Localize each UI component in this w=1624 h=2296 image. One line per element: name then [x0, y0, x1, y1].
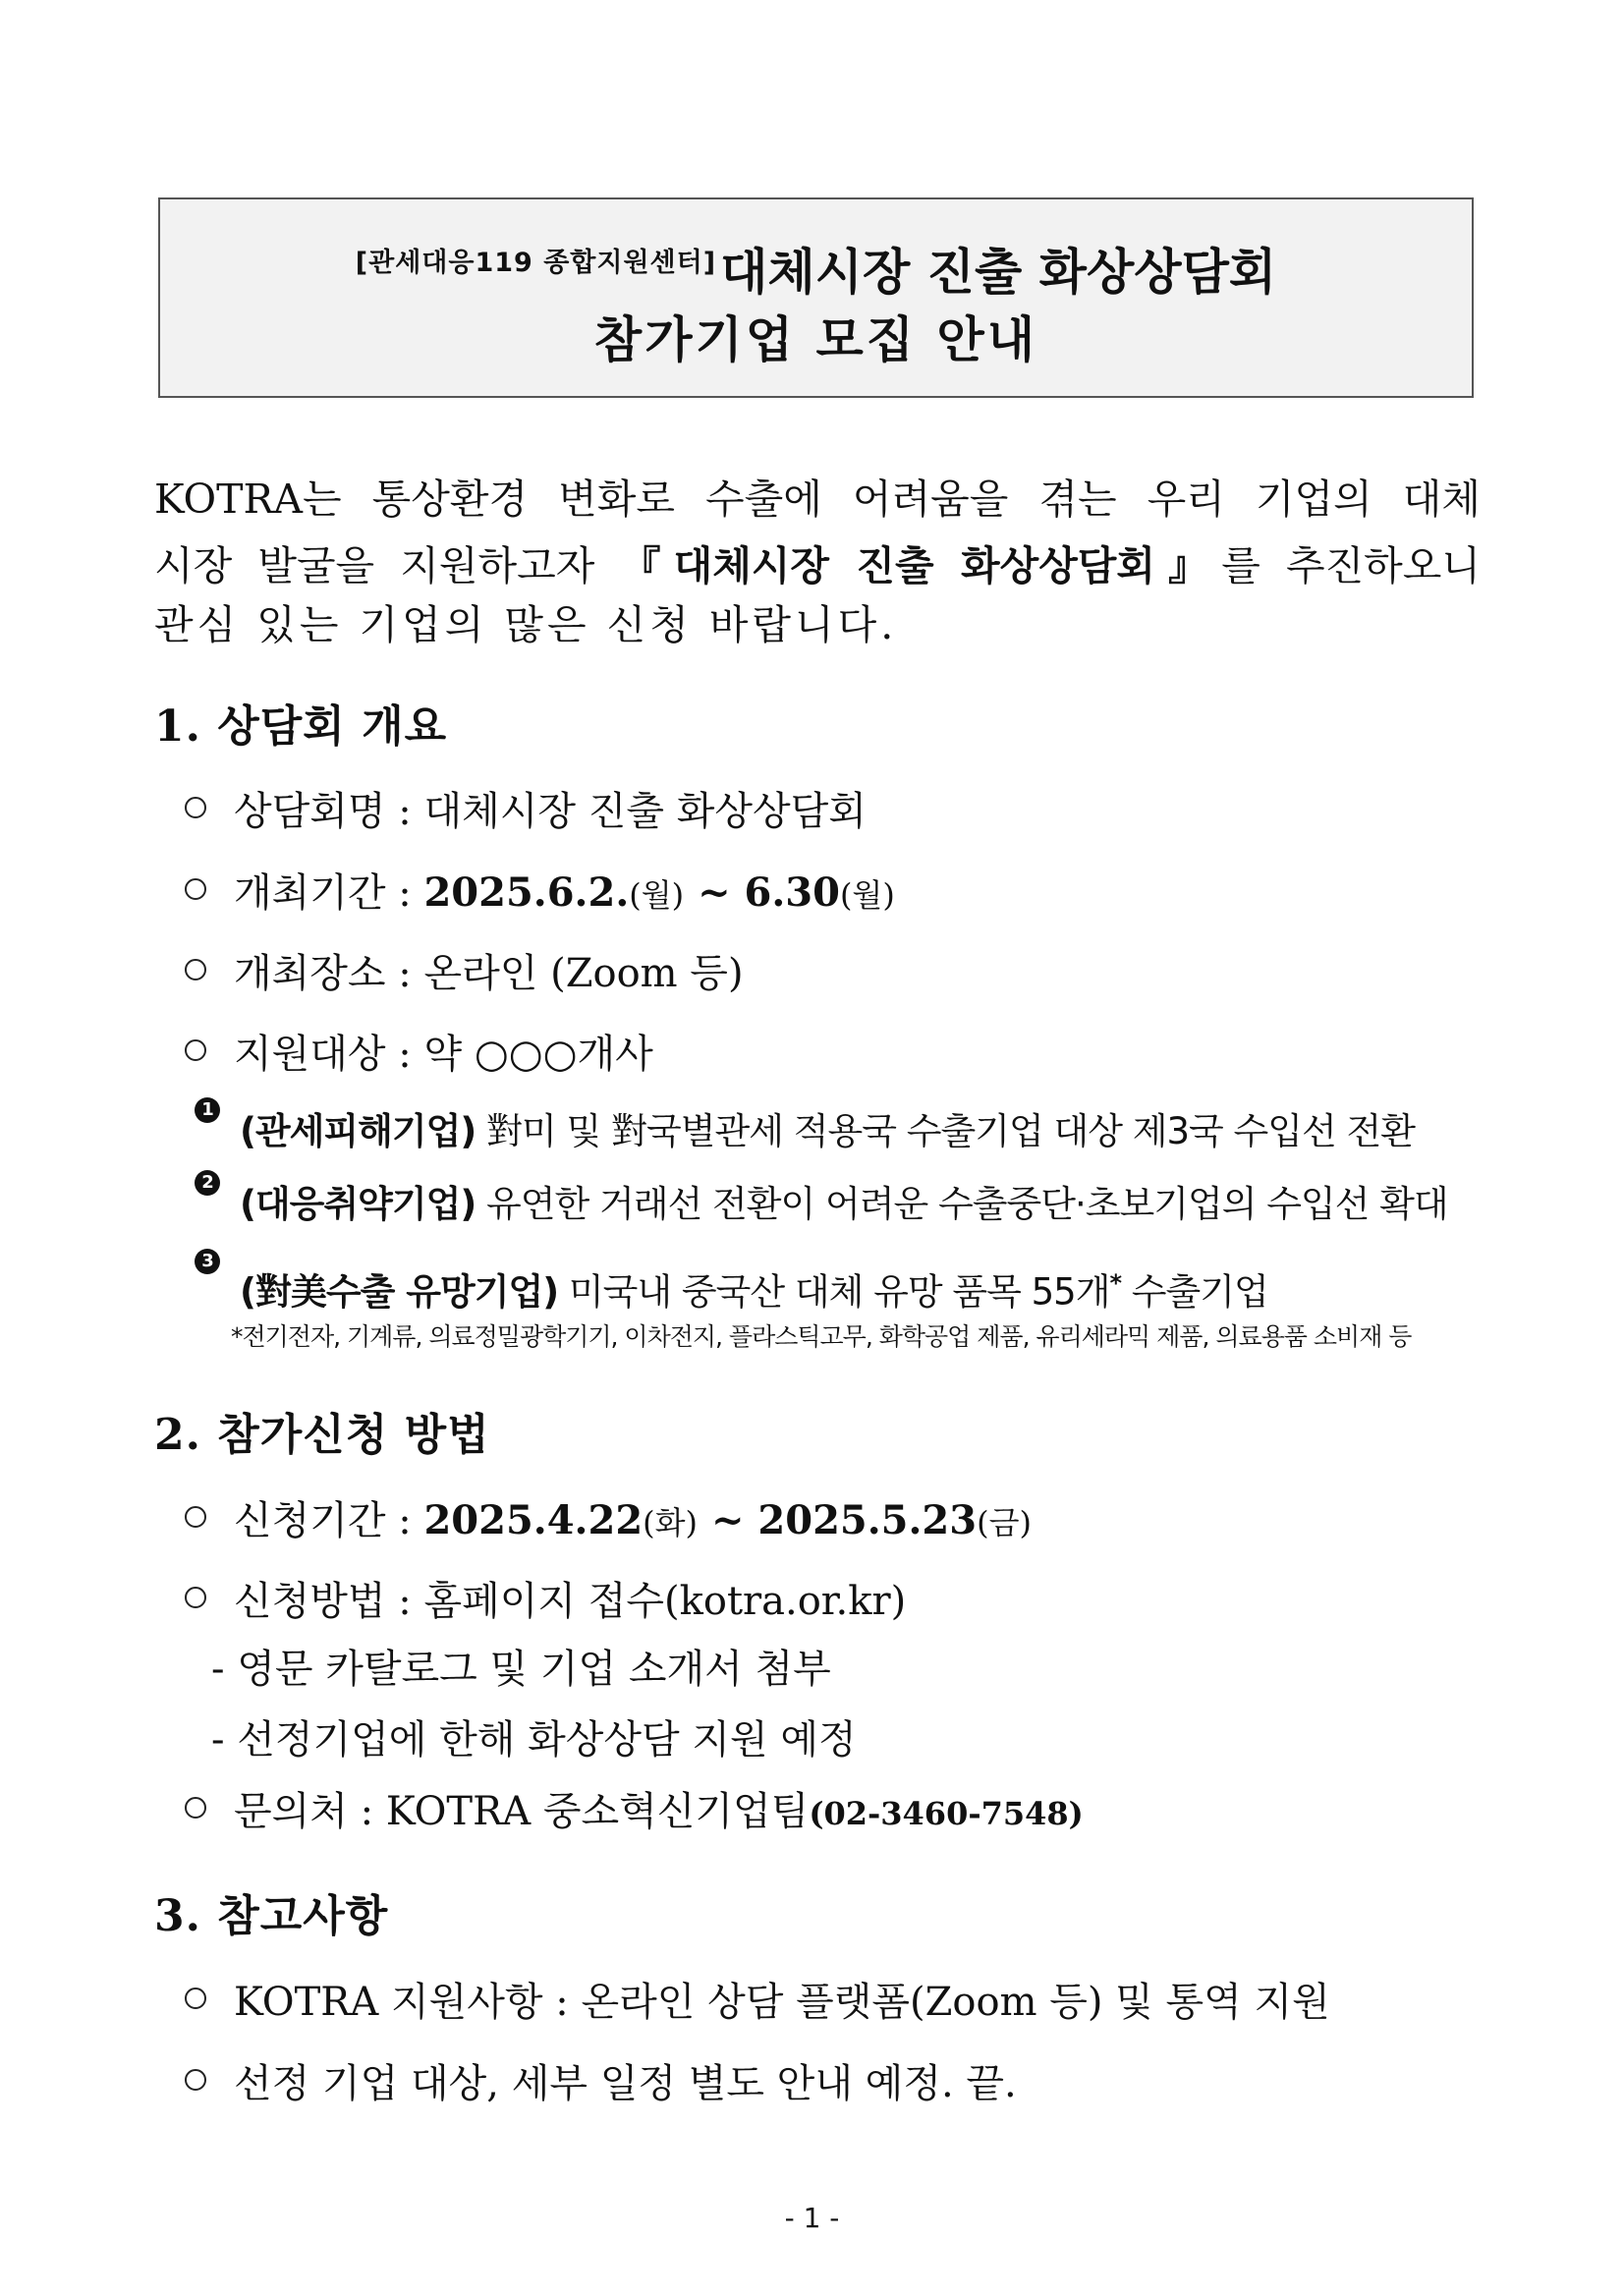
circle-bullet-icon [185, 1797, 206, 1819]
contact-phone: (02-3460-7548) [809, 1795, 1084, 1832]
period-start-day: (월) [629, 876, 685, 914]
circle-bullet-icon [185, 1506, 206, 1528]
circle-bullet-icon [185, 959, 206, 980]
apply-note-1: - 영문 카탈로그 및 기업 소개서 첨부 [211, 1647, 831, 1692]
number-2-icon: 2 [195, 1170, 220, 1196]
apply-period [185, 1495, 1032, 1548]
item-label: 문의처 : [234, 1789, 386, 1834]
item-label: 개최장소 : [234, 951, 424, 996]
circle-bullet-icon [185, 1988, 206, 2009]
target-type-1-desc: 對미 및 對국별관세 적용국 수출기업 대상 제3국 수입선 전환 [476, 1110, 1415, 1152]
apply-separator: ~ [698, 1497, 758, 1543]
intro-event-name: 『대체시장 진출 화상상담회』 [620, 542, 1222, 589]
item-label: 지원대상 : [234, 1032, 424, 1077]
item-label: 신청방법 : [234, 1579, 424, 1624]
circle-bullet-icon [185, 1587, 206, 1608]
circle-bullet-icon [185, 2069, 206, 2091]
target-type-2-label: (대응취약기업) [240, 1183, 476, 1225]
circle-bullet-icon [185, 1039, 206, 1061]
circle-bullet-icon [185, 878, 206, 900]
contact [185, 1786, 1084, 1839]
intro-line-2-post: 를 추진하오니 [1221, 542, 1481, 589]
section-2-heading: 2. 참가신청 방법 [154, 1410, 490, 1460]
number-1-icon: 1 [195, 1097, 220, 1123]
note-support-text: KOTRA 지원사항 : 온라인 상담 플랫폼(Zoom 등) 및 통역 지원 [234, 1980, 1330, 2025]
target-type-3-desc-end: 수출기업 [1121, 1270, 1268, 1314]
intro-line-2 [154, 541, 1481, 590]
apply-end: 2025.5.23 [757, 1497, 978, 1543]
item-label: 상담회명 : [234, 789, 424, 834]
note-schedule-text: 선정 기업 대상, 세부 일정 별도 안내 예정. 끝. [234, 2061, 1017, 2106]
apply-start: 2025.4.22 [423, 1497, 644, 1543]
apply-note-2: - 선정기업에 한해 화상상담 지원 예정 [211, 1717, 857, 1763]
target-type-2-desc: 유연한 거래선 전환이 어려운 수출중단·초보기업의 수입선 확대 [476, 1183, 1448, 1225]
period-separator: ~ [684, 869, 745, 916]
apply-end-day: (금) [977, 1504, 1032, 1541]
period-start: 2025.6.2. [423, 869, 630, 916]
overview-item-target [185, 1029, 653, 1080]
period-end: 6.30 [744, 869, 840, 916]
number-3-icon: 3 [195, 1249, 220, 1274]
target-type-2-text [240, 1180, 1472, 1229]
title-tag: [관세대응119 종합지원센터] [355, 248, 717, 278]
title-line-2: 참가기업 모집 안내 [593, 311, 1038, 368]
overview-item-period [185, 868, 895, 921]
overview-item-name [185, 786, 867, 837]
target-type-3-desc: 미국내 중국산 대체 유망 품목 55개 [558, 1270, 1110, 1314]
item-value: 대체시장 진출 화상상담회 [423, 789, 867, 834]
contact-team: KOTRA 중소혁신기업팀 [385, 1789, 810, 1834]
section-3-heading: 3. 참고사항 [154, 1891, 389, 1941]
section-1-heading: 1. 상담회 개요 [154, 701, 448, 752]
footnote: *전기전자, 기계류, 의료정밀광학기기, 이차전지, 플라스틱고무, 화학공업 제품, 유리세라믹 제품, 의료용품 소비재 등 [231, 1322, 1412, 1351]
period-end-day: (월) [839, 876, 895, 914]
overview-item-venue [185, 948, 744, 999]
page-number: - 1 - [784, 2202, 840, 2234]
intro-line-1: KOTRA는 통상환경 변화로 수출에 어려움을 겪는 우리 기업의 대체 [154, 476, 1481, 523]
intro-line-3: 관심 있는 기업의 많은 신청 바랍니다. [154, 601, 898, 648]
circle-bullet-icon [185, 797, 206, 818]
target-type-3-label: (對美수출 유망기업) [240, 1270, 559, 1314]
item-value: 온라인 (Zoom 등) [423, 951, 744, 996]
item-value: 홈페이지 접수(kotra.or.kr) [423, 1579, 907, 1624]
item-label: 신청기간 : [234, 1498, 424, 1543]
note-support [185, 1977, 1330, 2028]
title-line-1 [160, 229, 1472, 307]
title-box [158, 197, 1474, 398]
target-type-1-text [240, 1107, 1472, 1156]
target-type-3-text [240, 1259, 1472, 1316]
item-value: 약 ○○○개사 [423, 1032, 653, 1077]
footnote-marker: * [1109, 1269, 1122, 1297]
item-label: 개최기간 : [234, 870, 424, 916]
apply-method [185, 1576, 906, 1627]
title-main: 대체시장 진출 화상상담회 [720, 244, 1277, 301]
apply-start-day: (화) [643, 1504, 699, 1541]
target-type-1-label: (관세피해기업) [240, 1110, 476, 1152]
note-schedule [185, 2058, 1017, 2109]
intro-line-2-pre: 시장 발굴을 지원하고자 [154, 542, 621, 589]
